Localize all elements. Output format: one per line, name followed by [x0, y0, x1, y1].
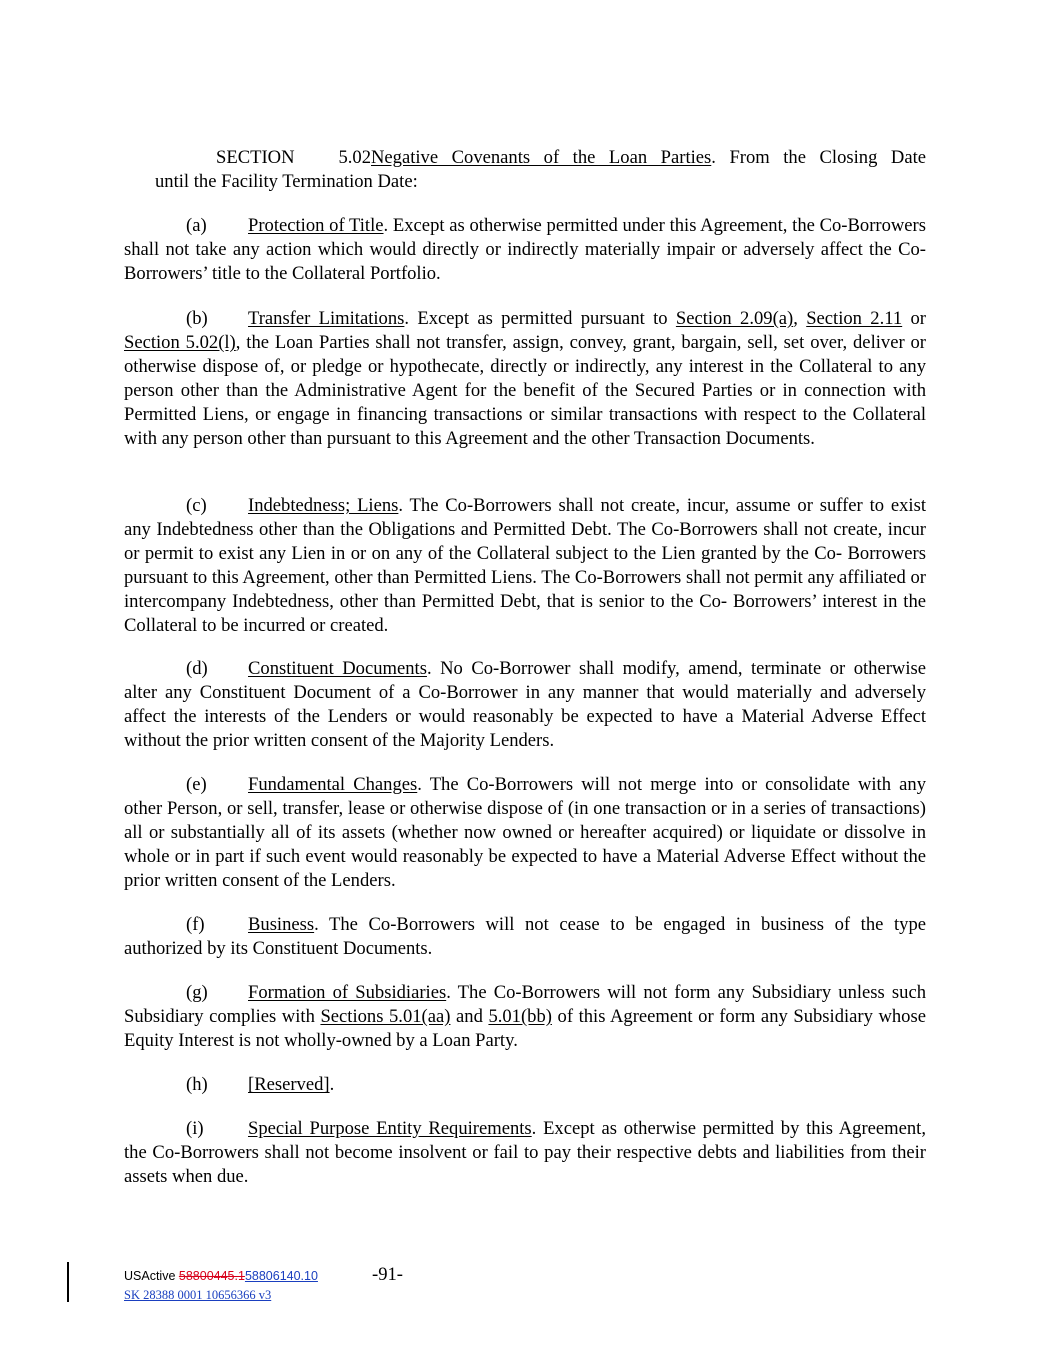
paragraph-heading: Indebtedness; Liens [248, 495, 399, 516]
paragraph-text: and [450, 1006, 489, 1027]
paragraph-c [124, 494, 926, 638]
section-heading [124, 146, 926, 170]
footer-deleted-id: 58800445.1 [178, 1269, 245, 1283]
paragraph-label: (i) [186, 1118, 204, 1139]
paragraph-text: . The Co-Borrowers will not form any Subsidiary unless such Subsidiary complies with [124, 982, 927, 1027]
section-subline: until the Facility Termination Date: [155, 171, 418, 192]
footer-doc-id: SK 28388 0001 10656366 v3 [124, 1288, 272, 1302]
change-bar [67, 1262, 69, 1302]
footer-inserted-id: 58806140.10 [244, 1269, 318, 1283]
footer-prefix: USActive [124, 1269, 179, 1283]
paragraph-text: . The Co-Borrowers will not cease to be engaged in business of the type authorized by its Constituent Documents. [124, 914, 926, 959]
paragraph-label: (b) [186, 308, 208, 329]
section-reference: Section 2.11 [806, 308, 903, 329]
section-intro-tail: . From the Closing Date [711, 147, 926, 168]
paragraph-label: (g) [186, 982, 208, 1003]
paragraph-text: . The Co-Borrowers shall not create, incur, assume or suffer to exist any Indebtedness other than the Obligations and Permitted Debt. The Co-Borrowers shall not create, incur or permit to exist any Lien in or on any of the Collateral subject to the Lien granted by the Co- Borrowers pursuant to this Agreement, other than Permitted Liens. The Co-Borrowers shall not permit any affiliated or intercompany Indebtedness, other than Permitted Debt, that is senior to the Co- Borrowers’ interest in the Collateral to be incurred or created. [124, 495, 926, 636]
paragraph-label: (e) [186, 774, 207, 795]
section-number: SECTION 5.02 [216, 147, 371, 168]
paragraph-heading: Special Purpose Entity Requirements [248, 1118, 532, 1139]
paragraph-h [124, 1073, 926, 1097]
section-reference: 5.01(bb) [488, 1006, 552, 1027]
paragraph-heading: Protection of Title [248, 215, 384, 236]
paragraph-text: . No Co-Borrower shall modify, amend, terminate or otherwise alter any Constituent Document of a Co-Borrower in any manner that would materially and adversely affect the interests of the Lenders or would reasonably be expected to have a Material Adverse Effect without the prior written consent of the Majority Lenders. [124, 658, 926, 751]
paragraph-g [124, 981, 926, 1053]
paragraph-text: . Except as permitted pursuant to [404, 308, 676, 329]
paragraph-heading: Formation of Subsidiaries [248, 982, 447, 1003]
paragraph-d [124, 657, 926, 753]
footer-doc-version [124, 1268, 318, 1284]
section-title: Negative Covenants of the Loan Parties [371, 147, 712, 168]
paragraph-label: (a) [186, 215, 207, 236]
paragraph-heading: Fundamental Changes [248, 774, 418, 795]
paragraph-b [124, 307, 926, 451]
paragraph-text: . Except as otherwise permitted under this Agreement, the Co-Borrowers shall not take any action which would directly or indirectly materially impair or adversely affect the Co-Borrowers’ title to the Collateral Portfolio. [124, 215, 926, 284]
section-reference: Section 2.09(a) [675, 308, 794, 329]
paragraph-text: . The Co-Borrowers will not merge into or consolidate with any other Person, or sell, transfer, lease or otherwise dispose of (in one transaction or in a series of transactions) all or substantially all of its assets (whether now owned or hereafter acquired) or liquidate or dissolve in whole or in part if such event would reasonably be expected to have a Material Adverse Effect without the prior written consent of the Lenders. [124, 774, 926, 891]
paragraph-heading: [Reserved] [248, 1074, 330, 1095]
section-reference: Section 5.02(l) [124, 332, 236, 353]
paragraph-text: . [329, 1074, 335, 1095]
page-number: -91- [372, 1264, 403, 1285]
paragraph-heading: Transfer Limitations [248, 308, 405, 329]
paragraph-e [124, 773, 926, 893]
paragraph-heading: Constituent Documents [248, 658, 427, 679]
paragraph-label: (c) [186, 495, 207, 516]
paragraph-text: , [793, 308, 807, 329]
paragraph-heading: Business [248, 914, 315, 935]
paragraph-text: , the Loan Parties shall not transfer, assign, convey, grant, bargain, sell, set over, deliver or otherwise dispose of, or pledge or hypothecate, directly or indirectly, any interest in the Collateral to any person other than the Administrative Agent for the benefit of the Secured Parties or in connection with Permitted Liens, or engage in financing transactions or similar transactions with respect to the Collateral with any person other than pursuant to this Agreement and the other Transaction Documents. [124, 332, 927, 449]
paragraph-label: (d) [186, 658, 208, 679]
paragraph-text: . Except as otherwise permitted by this Agreement, the Co-Borrowers shall not become insolvent or fail to pay their respective debts and liabilities from their assets when due. [124, 1118, 926, 1187]
paragraph-a [124, 214, 926, 286]
paragraph-i [124, 1117, 926, 1189]
paragraph-text: or [902, 308, 926, 329]
paragraph-text: of this Agreement or form any Subsidiary whose Equity Interest is not wholly-owned by a Loan Party. [124, 1006, 926, 1051]
paragraph-label: (h) [186, 1074, 208, 1095]
paragraph-f [124, 913, 926, 961]
paragraph-label: (f) [186, 914, 205, 935]
section-reference: Sections 5.01(aa) [320, 1006, 451, 1027]
